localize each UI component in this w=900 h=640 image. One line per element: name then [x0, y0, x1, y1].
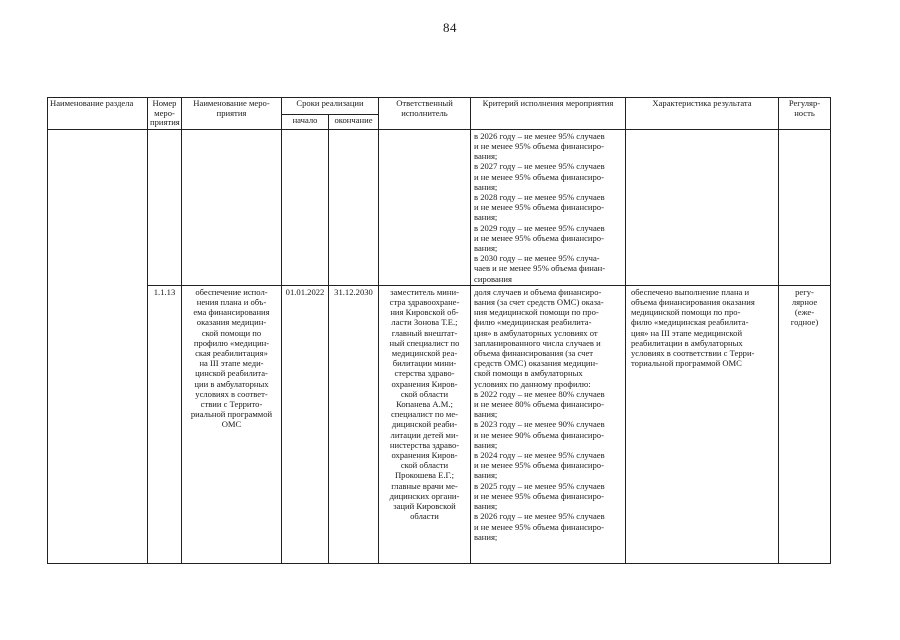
- text-line: ема финансирования: [193, 307, 270, 318]
- text-line: сирования: [474, 273, 512, 284]
- text-line: в 2023 году – не менее 90% случаев: [474, 419, 605, 430]
- text-line: ской помощи по: [201, 327, 262, 338]
- text-line: филю «медицинская реабилита-: [474, 317, 592, 328]
- text-line: запланированного числа случаев и: [474, 337, 601, 348]
- text-line: реабилитации в амбулаторных: [631, 337, 743, 348]
- text-line: вания;: [474, 439, 498, 450]
- text-line: обеспечено выполнение плана и: [631, 286, 750, 297]
- text-line: условиях в соответ-: [195, 388, 268, 399]
- text-line: доля случаев и объема финансиро-: [474, 286, 602, 297]
- text-line: ции в амбулаторных: [194, 378, 269, 389]
- text-line: литации детей ми-: [390, 429, 459, 440]
- header-regularity: Регуляр-ность: [779, 98, 831, 130]
- text-line: в 2026 году – не менее 95% случаев: [474, 511, 605, 522]
- text-line: вания;: [474, 409, 498, 420]
- text-line: нения плана и объ-: [196, 297, 267, 308]
- text-line: в 2030 году – не менее 95% случа-: [474, 253, 600, 264]
- text-line: в 2029 году – не менее 95% случаев: [474, 222, 605, 233]
- header-deadlines: Сроки реализации: [282, 98, 379, 115]
- text-line: средств ОМС) оказания медицин-: [474, 358, 598, 369]
- header-number: Номер меро-приятия: [148, 98, 182, 130]
- text-line: вания;: [474, 501, 498, 512]
- text-line: и не менее 90% объема финансиро-: [474, 429, 604, 440]
- text-line: вания;: [474, 470, 498, 481]
- text-line: ОМС: [221, 419, 242, 430]
- text-line: ния Кировской об-: [390, 307, 459, 318]
- text-line: дицинской реаби-: [391, 419, 458, 430]
- text-line: билитации мини-: [392, 358, 457, 369]
- text-line: охранения Киров-: [391, 378, 458, 389]
- header-responsible: Ответственный исполнитель: [379, 98, 471, 130]
- text-line: ская реабилитация»: [195, 348, 268, 359]
- text-line: вания;: [474, 243, 498, 254]
- event-name-cell: [182, 285, 282, 563]
- text-line: стра здравоохране-: [389, 297, 460, 308]
- text-line: в 2024 году – не менее 95% случаев: [474, 450, 605, 461]
- text-line: стерства здраво-: [394, 368, 455, 379]
- text-line: чаев и не менее 95% объема финан-: [474, 263, 606, 274]
- text-line: Копанева А.М.;: [396, 399, 453, 410]
- text-line: годное): [790, 317, 819, 328]
- text-line: (еже-: [794, 307, 815, 318]
- text-line: специалист по ме-: [390, 409, 459, 420]
- text-line: и не менее 80% объема финансиро-: [474, 399, 604, 410]
- text-line: ской области: [400, 460, 449, 471]
- text-line: главные врачи ме-: [391, 480, 458, 491]
- text-line: заций Кировской: [393, 501, 456, 512]
- header-event-name: Наименование меро-приятия: [182, 98, 282, 130]
- event-number-cell: 1.1.13: [148, 285, 182, 563]
- text-line: охранения Киров-: [391, 450, 458, 461]
- text-line: на III этапе меди-: [199, 358, 264, 369]
- text-line: объема финансирования (за счет: [474, 348, 594, 359]
- text-line: и не менее 95% объема финансиро-: [474, 521, 604, 532]
- text-line: и не менее 95% объема финансиро-: [474, 171, 604, 182]
- text-line: оказания медицин-: [196, 317, 267, 328]
- header-section-name: Наименование раздела: [48, 98, 148, 130]
- text-line: в 2022 году – не менее 80% случаев: [474, 388, 605, 399]
- text-line: ториальной программой ОМС: [631, 358, 742, 369]
- start-date-cell: 01.01.2022: [282, 285, 329, 563]
- header-result: Характеристика результата: [626, 98, 779, 130]
- text-line: ствии с Террито-: [200, 399, 263, 410]
- header-end: окончание: [329, 114, 379, 129]
- text-line: дицинских органи-: [389, 490, 460, 501]
- text-line: Прокошева Е.Г.;: [394, 470, 455, 481]
- header-criterion: Критерий исполнения мероприятия: [471, 98, 626, 130]
- text-line: в 2026 году – не менее 95% случаев: [474, 130, 605, 141]
- text-line: ской помощи в амбулаторных: [474, 368, 583, 379]
- text-line: в 2027 году – не менее 95% случаев: [474, 161, 605, 172]
- table-row-1-1-13: [48, 285, 831, 563]
- text-line: вания;: [474, 531, 498, 542]
- text-line: в 2025 году – не менее 95% случаев: [474, 480, 605, 491]
- text-line: ный специалист по: [389, 337, 460, 348]
- text-line: и не менее 95% объема финансиро-: [474, 202, 604, 213]
- text-line: заместитель мини-: [390, 286, 459, 297]
- continuation-criterion-cell: [471, 129, 626, 285]
- regularity-cell: [779, 285, 831, 563]
- text-line: медицинской реа-: [391, 348, 458, 359]
- text-line: обеспечение испол-: [195, 286, 268, 297]
- text-line: риальной программой: [190, 409, 273, 420]
- page-number: 84: [443, 20, 457, 35]
- table-row-continuation: [48, 129, 831, 285]
- text-line: главный внештат-: [391, 327, 458, 338]
- text-line: и не менее 95% объема финансиро-: [474, 460, 604, 471]
- text-line: ция» в амбулаторных условиях от: [474, 327, 598, 338]
- text-line: вания;: [474, 212, 498, 223]
- text-line: вания;: [474, 151, 498, 162]
- text-line: объема финансирования оказания: [631, 297, 755, 308]
- text-line: регу-: [795, 286, 814, 297]
- text-line: в 2028 году – не менее 95% случаев: [474, 192, 605, 202]
- text-line: области: [410, 511, 439, 522]
- text-line: и не менее 95% объема финансиро-: [474, 490, 604, 501]
- text-line: и не менее 95% объема финансиро-: [474, 140, 604, 151]
- text-line: вания;: [474, 181, 498, 192]
- header-start: начало: [282, 114, 329, 129]
- text-line: нистерства здраво-: [389, 439, 460, 450]
- end-date-cell: 31.12.2030: [329, 285, 379, 563]
- text-line: вания (за счет средств ОМС) оказа-: [474, 297, 604, 308]
- section-name-cell: [48, 129, 148, 563]
- responsible-cell: [379, 285, 471, 563]
- text-line: медицинской помощи по про-: [631, 307, 741, 318]
- text-line: ния медицинской помощи по про-: [474, 307, 599, 318]
- text-line: и не менее 95% объема финансиро-: [474, 232, 604, 243]
- text-line: ской области: [400, 388, 449, 399]
- result-cell: [626, 285, 779, 563]
- text-line: ласти Зонова Т.Е.;: [391, 317, 458, 328]
- text-line: условиях по данному профилю:: [474, 378, 591, 389]
- measures-table: [47, 97, 831, 564]
- text-line: профилю «медицин-: [193, 337, 270, 348]
- text-line: цинской реабилита-: [195, 368, 268, 379]
- text-line: ция» на III этапе медицинской: [631, 327, 743, 338]
- criterion-cell: [471, 285, 626, 563]
- text-line: условиях в соответствии с Терри-: [631, 348, 755, 359]
- text-line: лярное: [791, 297, 818, 308]
- text-line: филю «медицинская реабилита-: [631, 317, 749, 328]
